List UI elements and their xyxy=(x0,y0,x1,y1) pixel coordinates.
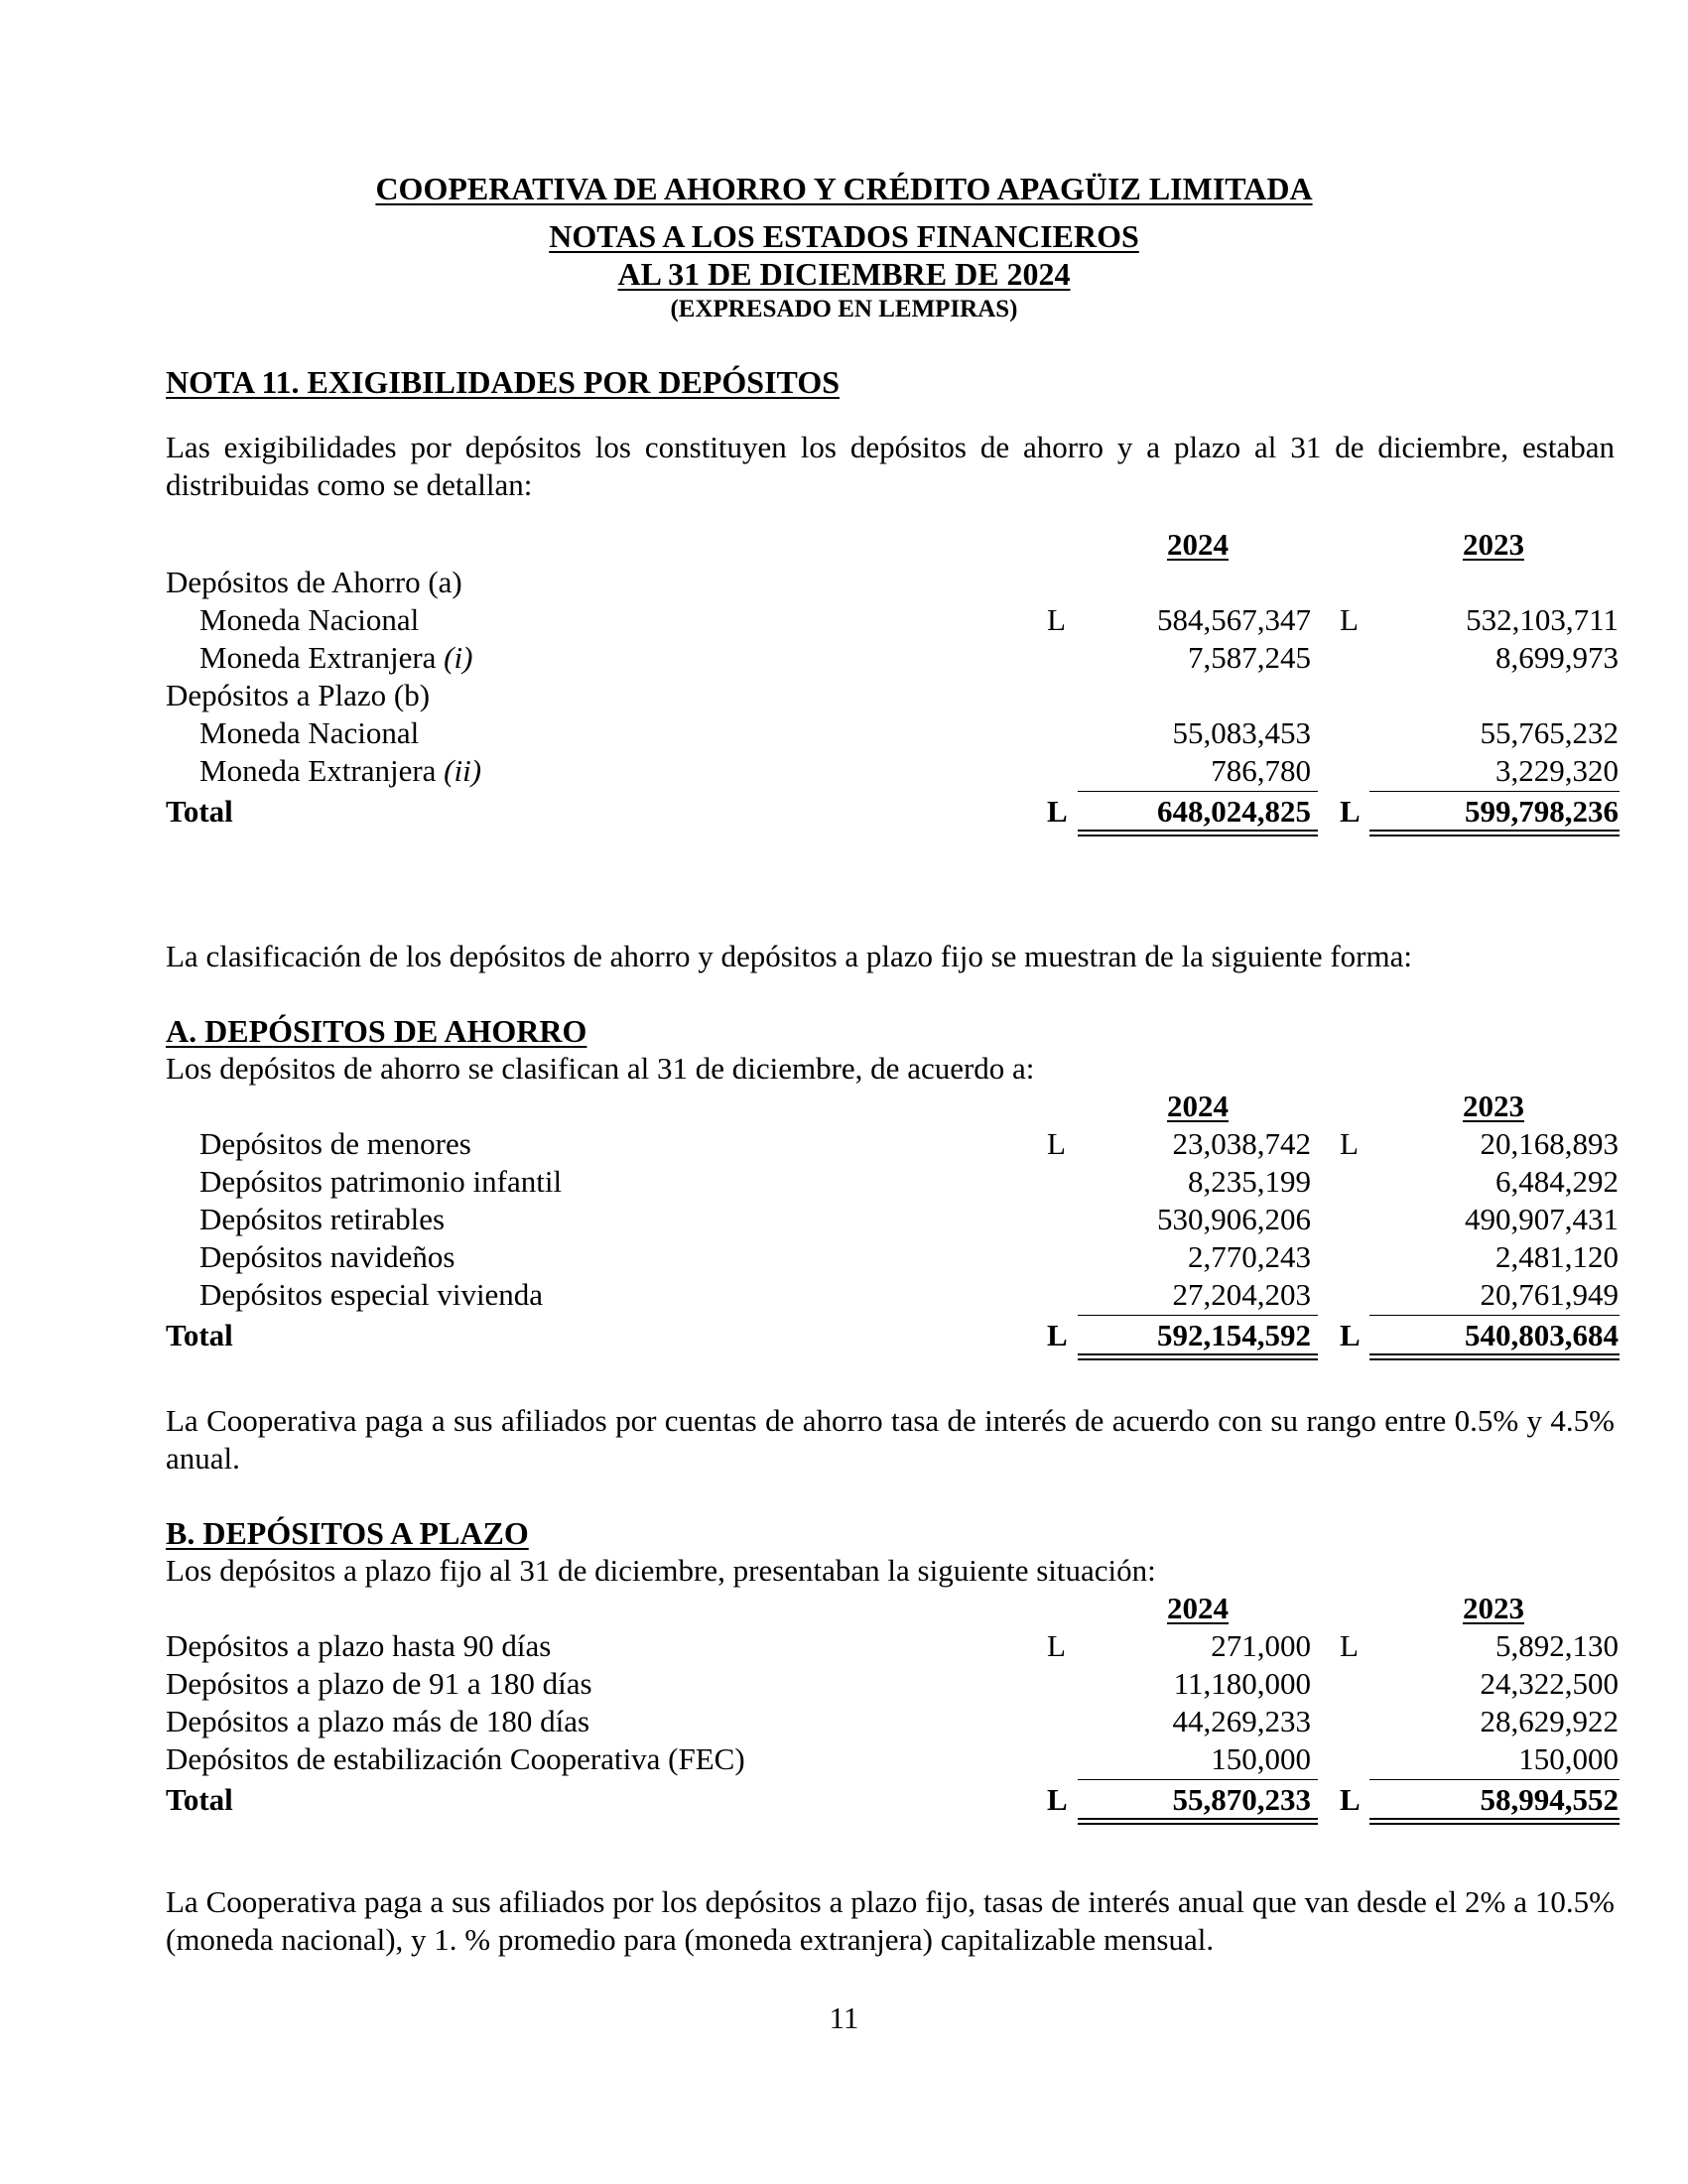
document-title: NOTAS A LOS ESTADOS FINANCIEROS xyxy=(549,218,1139,254)
table-row: Depósitos a plazo más de 180 días 44,269,233 28,629,922 xyxy=(166,1704,1619,1738)
table-group-label: Depósitos de Ahorro (a) xyxy=(166,565,462,599)
note-heading: NOTA 11. EXIGIBILIDADES POR DEPÓSITOS xyxy=(166,364,840,400)
table-row: Depósitos navideños 2,770,243 2,481,120 xyxy=(199,1239,1619,1274)
table-row: Depósitos patrimonio infantil 8,235,199 6,484,292 xyxy=(199,1164,1619,1199)
section-a-intro: Los depósitos de ahorro se clasifican al 31 de diciembre, de acuerdo a: xyxy=(166,1051,1035,1086)
term-rate-text: La Cooperativa paga a sus afiliados por los depósitos a plazo fijo, tasas de interés anual que van desde el 2% a 10.5% (moneda nacional), y 1. % promedio para (moneda extranjera) capitalizable mensual. xyxy=(166,1884,1615,1957)
section-b-heading: B. DEPÓSITOS A PLAZO xyxy=(166,1515,529,1551)
year-2023-header: 2023 xyxy=(1463,1591,1524,1625)
document-date: AL 31 DE DICIEMBRE DE 2024 xyxy=(617,256,1071,292)
total-double-rule xyxy=(1078,1818,1318,1825)
table-row: Depósitos especial vivienda 27,204,203 20,761,949 xyxy=(199,1277,1619,1312)
note-intro: Las exigibilidades por depósitos los constituyen los depósitos de ahorro y a plazo al 31 de diciembre, estaban distribuidas como se detallan: xyxy=(166,430,1615,502)
org-name: COOPERATIVA DE AHORRO Y CRÉDITO APAGÜIZ LIMITADA xyxy=(375,171,1313,206)
table-row: Moneda Nacional L 584,567,347 L 532,103,711 xyxy=(199,602,1619,637)
subtotal-rule xyxy=(1078,791,1318,792)
subtotal-rule xyxy=(1369,1779,1620,1780)
table-row: Depósitos a plazo hasta 90 días L 271,000 L 5,892,130 xyxy=(166,1628,1619,1663)
year-2024-header: 2024 xyxy=(1167,527,1229,562)
table-row: Depósitos de menores L 23,038,742 L 20,168,893 xyxy=(199,1126,1619,1161)
total-double-rule xyxy=(1369,1818,1620,1825)
table-row: Depósitos de estabilización Cooperativa (FEC) 150,000 150,000 xyxy=(166,1741,1619,1776)
table-row: Moneda Extranjera (ii) 786,780 3,229,320 xyxy=(199,753,1619,788)
year-2023-header: 2023 xyxy=(1463,1089,1524,1123)
subtotal-rule xyxy=(1078,1779,1318,1780)
total-double-rule xyxy=(1369,830,1620,836)
table-row: Moneda Extranjera (i) 7,587,245 8,699,973 xyxy=(199,640,1619,675)
total-double-rule xyxy=(1369,1353,1620,1360)
savings-rate-text: La Cooperativa paga a sus afiliados por cuentas de ahorro tasa de interés de acuerdo con su rango entre 0.5% y 4.5% anual. xyxy=(166,1403,1615,1476)
year-2023-header: 2023 xyxy=(1463,527,1524,562)
section-b-intro: Los depósitos a plazo fijo al 31 de diciembre, presentaban la siguiente situación: xyxy=(166,1553,1156,1588)
year-2024-header: 2024 xyxy=(1167,1089,1229,1123)
section-a-heading: A. DEPÓSITOS DE AHORRO xyxy=(166,1013,587,1049)
classification-text: La clasificación de los depósitos de ahorro y depósitos a plazo fijo se muestran de la siguiente forma: xyxy=(166,939,1412,973)
table-row: Depósitos a plazo de 91 a 180 días 11,180,000 24,322,500 xyxy=(166,1666,1619,1701)
subtotal-rule xyxy=(1369,1315,1620,1316)
table-group-label: Depósitos a Plazo (b) xyxy=(166,678,431,712)
total-double-rule xyxy=(1078,1353,1318,1360)
table-total-row: Total L 648,024,825 L 599,798,236 xyxy=(166,794,1619,829)
table-total-row: Total L 55,870,233 L 58,994,552 xyxy=(166,1782,1619,1817)
table-row: Depósitos retirables 530,906,206 490,907,431 xyxy=(199,1202,1619,1236)
currency-note: (EXPRESADO EN LEMPIRAS) xyxy=(670,296,1018,322)
table-total-row: Total L 592,154,592 L 540,803,684 xyxy=(166,1318,1619,1352)
page-number: 11 xyxy=(829,2000,859,2035)
table-row: Moneda Nacional 55,083,453 55,765,232 xyxy=(199,715,1619,750)
subtotal-rule xyxy=(1078,1315,1318,1316)
year-2024-header: 2024 xyxy=(1167,1591,1229,1625)
total-double-rule xyxy=(1078,830,1318,836)
subtotal-rule xyxy=(1369,791,1620,792)
